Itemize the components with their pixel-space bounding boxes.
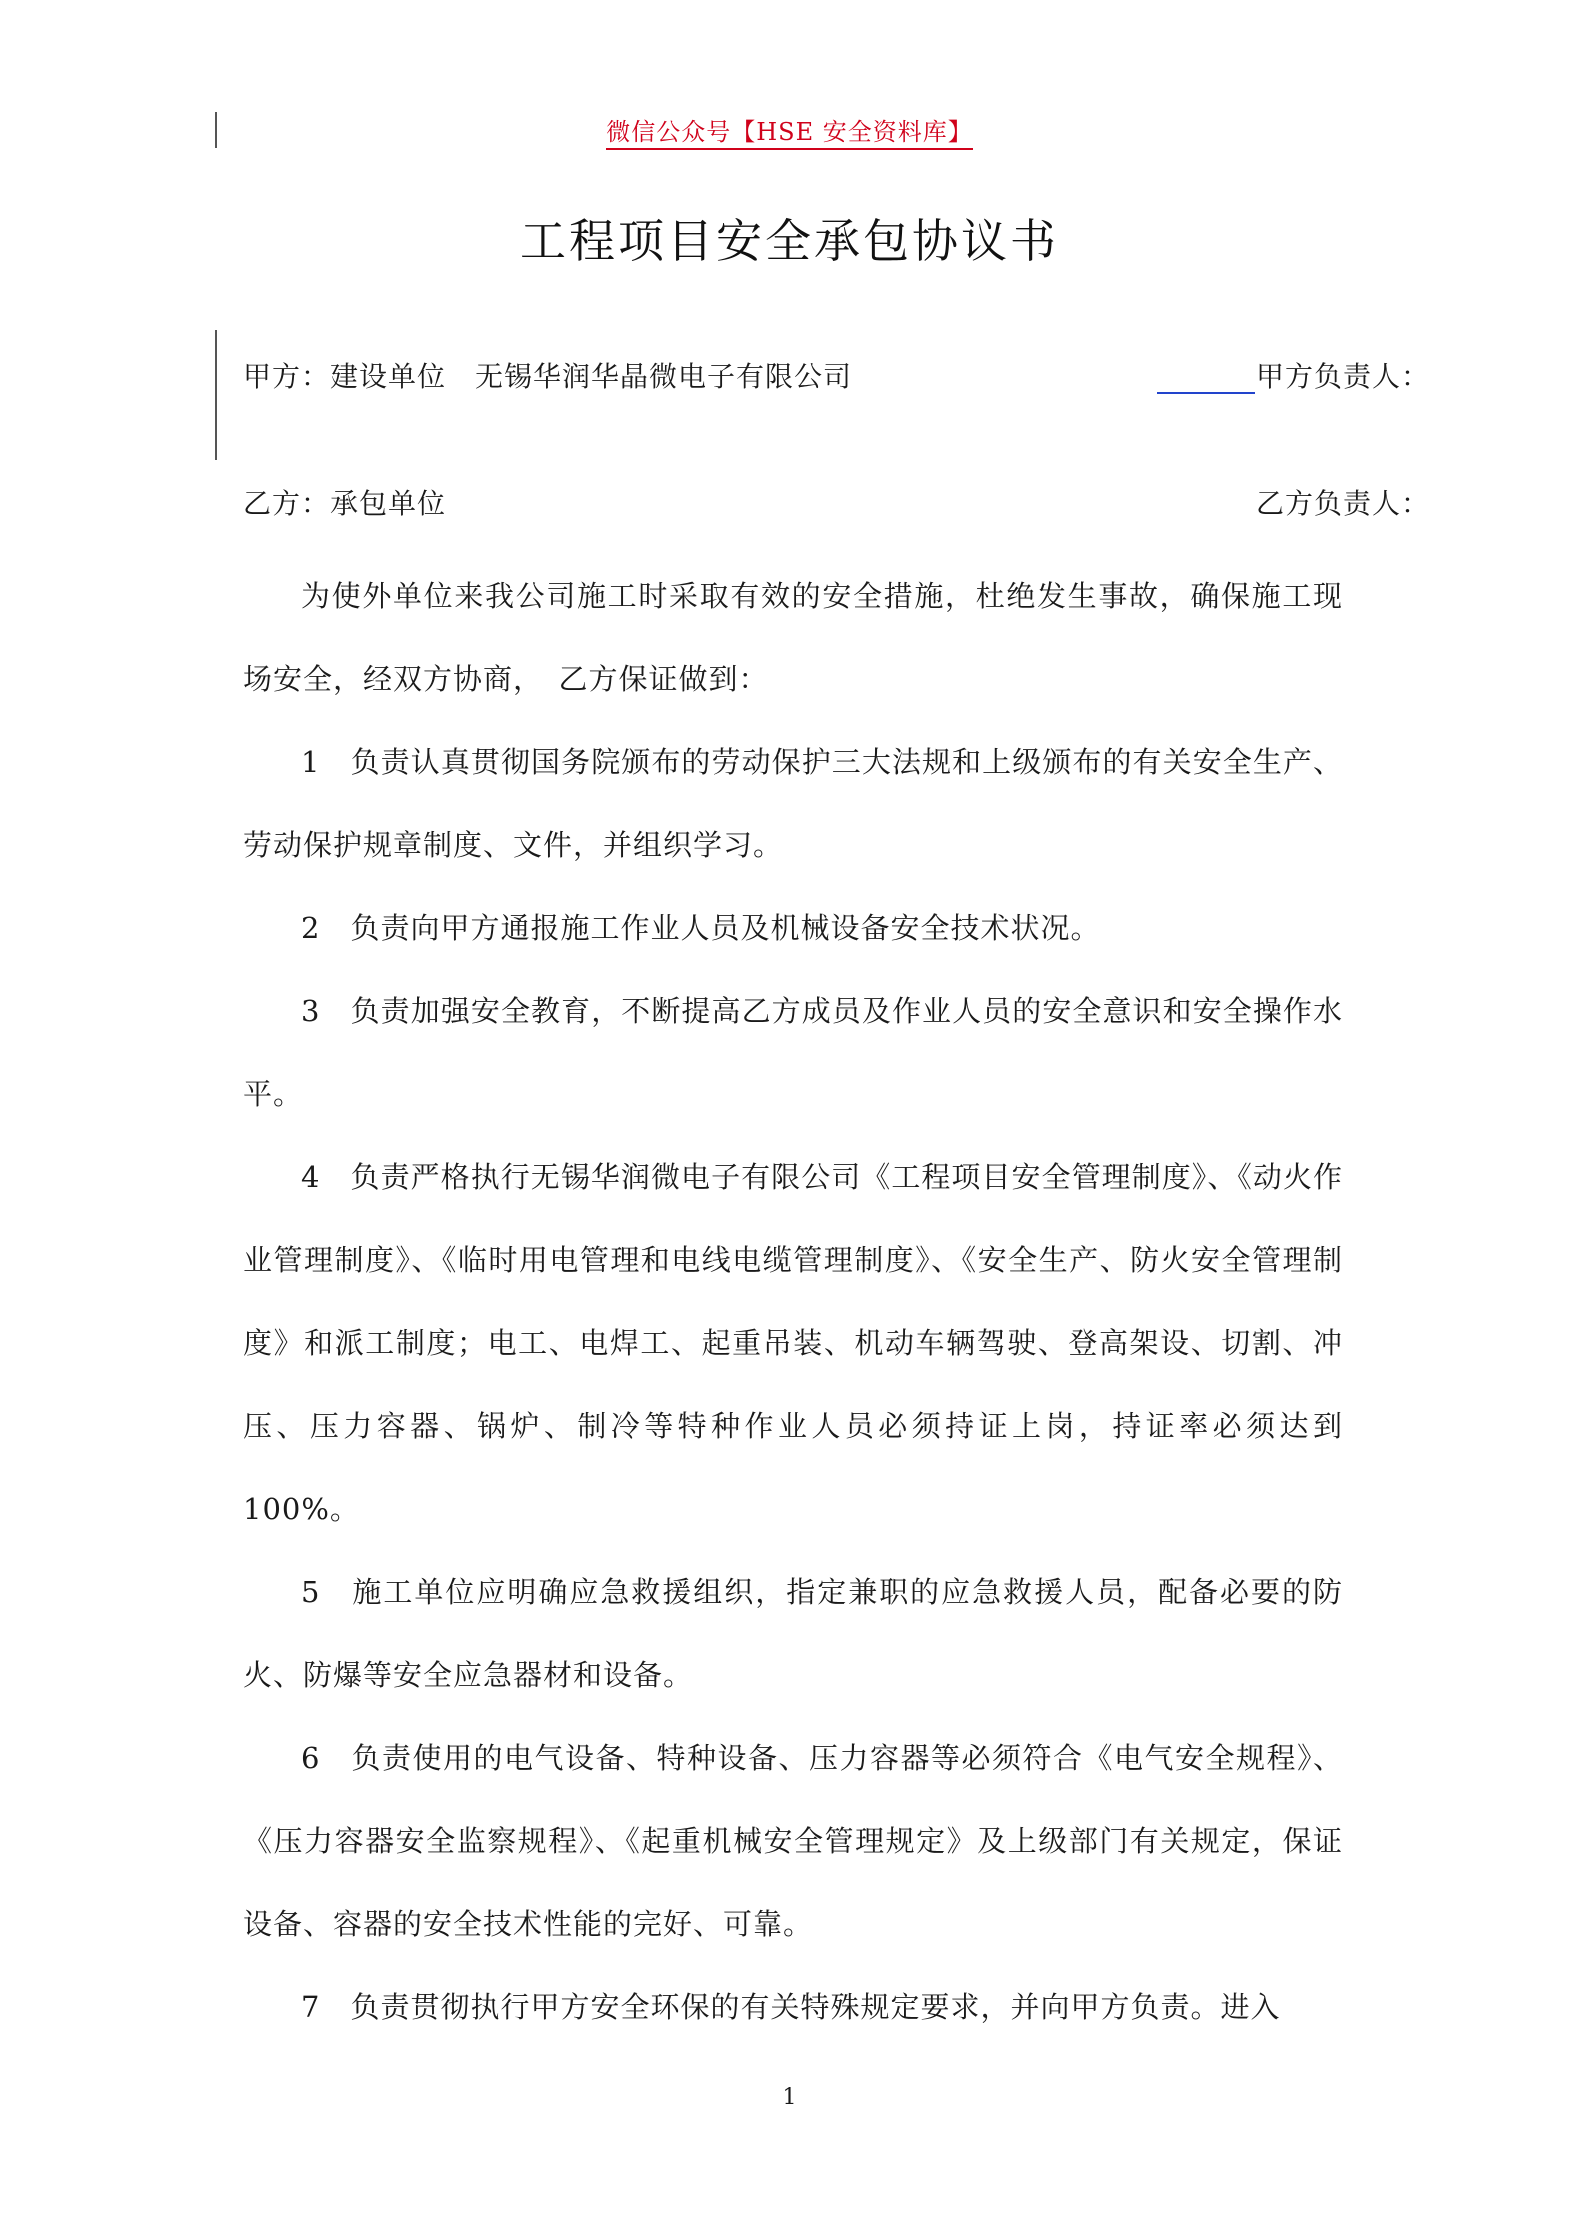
party-b-representative-label: 乙方负责人：	[1256, 487, 1431, 520]
margin-marker-party	[215, 330, 217, 460]
clause-4: 4 负责严格执行无锡华润微电子有限公司《工程项目安全管理制度》、《动火作业管理制度》、《临时用电管理和电线电缆管理制度》、《安全生产、防火安全管理制度》和派工制度；电工、电焊工、起重吊装、机动车辆驾驶、登高架设、切割、冲压、压力容器、锅炉、制冷等特种作业人员必须持证上岗，持证率必须达到100%。	[243, 1160, 1343, 1526]
party-a-signature-blank	[1157, 392, 1255, 394]
document-title: 工程项目安全承包协议书	[520, 214, 1059, 268]
party-b-label: 乙方：承包单位	[243, 487, 447, 520]
wechat-header-link[interactable]	[0, 112, 1579, 147]
clause-7: 7 负责贯彻执行甲方安全环保的有关特殊规定要求，并向甲方负责。进入	[301, 1990, 1281, 2024]
party-a-label: 甲方：建设单位 无锡华润华晶微电子有限公司	[243, 360, 853, 393]
clause-2: 2 负责向甲方通报施工作业人员及机械设备安全技术状况。	[301, 911, 1101, 945]
wechat-header-text[interactable]: 微信公众号【HSE 安全资料库】	[606, 118, 973, 150]
party-a-representative-label: 甲方负责人：	[1256, 360, 1431, 393]
clause-1: 1 负责认真贯彻国务院颁布的劳动保护三大法规和上级颁布的有关安全生产、劳动保护规章制度、文件，并组织学习。	[243, 745, 1343, 862]
party-b-row	[243, 482, 1431, 522]
page-number: 1	[782, 2085, 797, 2110]
clause-5: 5 施工单位应明确应急救援组织，指定兼职的应急救援人员，配备必要的防火、防爆等安全应急器材和设备。	[243, 1575, 1343, 1692]
party-a-row	[243, 355, 1431, 395]
clause-6: 6 负责使用的电气设备、特种设备、压力容器等必须符合《电气安全规程》、《压力容器安全监察规程》、《起重机械安全管理规定》及上级部门有关规定，保证设备、容器的安全技术性能的完好、可靠。	[243, 1741, 1343, 1941]
intro-paragraph: 为使外单位来我公司施工时采取有效的安全措施，杜绝发生事故，确保施工现场安全，经双方协商， 乙方保证做到：	[243, 579, 1343, 696]
clause-3: 3 负责加强安全教育，不断提高乙方成员及作业人员的安全意识和安全操作水平。	[243, 994, 1343, 1111]
agreement-body	[243, 555, 1343, 2049]
